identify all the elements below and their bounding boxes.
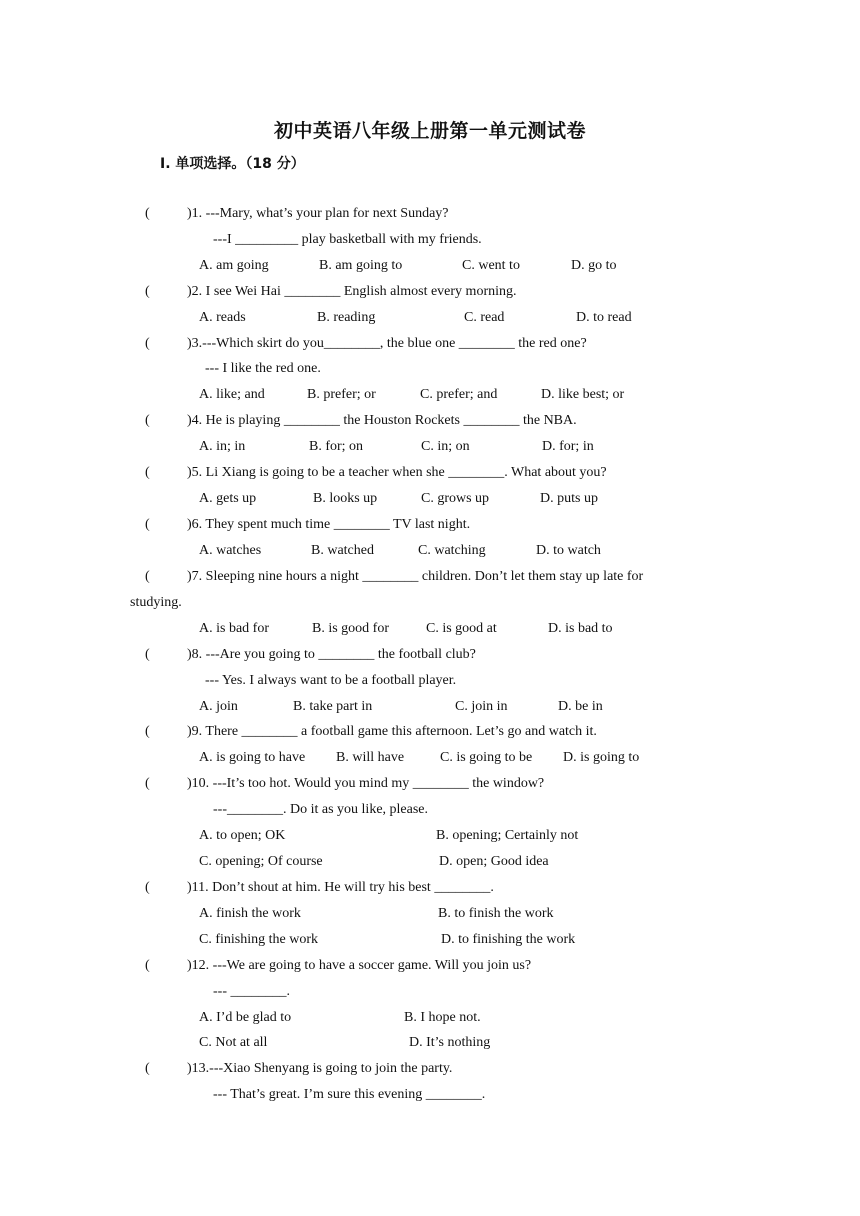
option-d: D. It’s nothing <box>409 1035 491 1050</box>
question-stem: )2. I see Wei Hai ________ English almost every morning. <box>187 284 517 299</box>
question-stem: )6. They spent much time ________ TV last night. <box>187 517 471 532</box>
answer-paren: ( <box>145 569 150 584</box>
option-c: C. is good at <box>426 621 497 636</box>
option-d: D. be in <box>558 699 603 714</box>
option-d: D. puts up <box>540 491 598 506</box>
question-stem: )8. ---Are you going to ________ the football club? <box>187 647 476 662</box>
answer-paren: ( <box>145 647 150 662</box>
option-d: D. to finishing the work <box>441 932 576 947</box>
option-c: C. opening; Of course <box>199 854 323 869</box>
option-a: A. reads <box>199 310 246 325</box>
question-stem: )10. ---It’s too hot. Would you mind my ________ the window? <box>187 776 545 791</box>
option-b: B. take part in <box>293 699 373 714</box>
answer-paren: ( <box>145 958 150 973</box>
option-c: C. in; on <box>421 439 470 454</box>
option-c: C. grows up <box>421 491 490 506</box>
option-b: B. reading <box>317 310 376 325</box>
option-c: C. prefer; and <box>420 387 498 402</box>
question-stem-continued: studying. <box>130 595 182 610</box>
option-b: B. is good for <box>312 621 389 636</box>
question-stem: )5. Li Xiang is going to be a teacher when she ________. What about you? <box>187 465 607 480</box>
option-c: C. Not at all <box>199 1035 268 1050</box>
question-reply: --- ________. <box>213 984 290 999</box>
option-b: B. for; on <box>309 439 364 454</box>
answer-paren: ( <box>145 776 150 791</box>
option-c: C. is going to be <box>440 750 533 765</box>
question-reply: --- That’s great. I’m sure this evening ________. <box>213 1087 486 1102</box>
answer-paren: ( <box>145 517 150 532</box>
option-a: A. like; and <box>199 387 265 402</box>
option-a: A. gets up <box>199 491 257 506</box>
option-a: A. am going <box>199 258 269 273</box>
question-stem: )11. Don’t shout at him. He will try his best ________. <box>187 880 494 895</box>
option-d: D. is bad to <box>548 621 613 636</box>
question-reply: ---________. Do it as you like, please. <box>213 802 429 817</box>
question-reply: --- I like the red one. <box>205 361 321 376</box>
answer-paren: ( <box>145 206 150 221</box>
answer-paren: ( <box>145 880 150 895</box>
option-d: D. to read <box>576 310 632 325</box>
option-c: C. finishing the work <box>199 932 318 947</box>
question-stem: )13.---Xiao Shenyang is going to join the party. <box>187 1061 453 1076</box>
option-a: A. join <box>199 699 238 714</box>
question-reply: ---I _________ play basketball with my friends. <box>213 232 482 247</box>
answer-paren: ( <box>145 1061 150 1076</box>
section-heading: I. 单项选择。（18 分） <box>160 156 305 172</box>
question-stem: )1. ---Mary, what’s your plan for next Sunday? <box>187 206 449 221</box>
option-b: B. to finish the work <box>438 906 554 921</box>
option-b: B. am going to <box>319 258 403 273</box>
option-b: B. looks up <box>313 491 378 506</box>
question-stem: )12. ---We are going to have a soccer game. Will you join us? <box>187 958 532 973</box>
option-d: D. open; Good idea <box>439 854 549 869</box>
option-d: D. for; in <box>542 439 594 454</box>
option-a: A. to open; OK <box>199 828 286 843</box>
option-a: A. I’d be glad to <box>199 1010 292 1025</box>
option-b: B. I hope not. <box>404 1010 481 1025</box>
option-a: A. is bad for <box>199 621 269 636</box>
answer-paren: ( <box>145 724 150 739</box>
option-c: C. went to <box>462 258 520 273</box>
option-b: B. prefer; or <box>307 387 376 402</box>
option-b: B. opening; Certainly not <box>436 828 579 843</box>
answer-paren: ( <box>145 413 150 428</box>
option-b: B. will have <box>336 750 405 765</box>
answer-paren: ( <box>145 284 150 299</box>
option-a: A. is going to have <box>199 750 306 765</box>
option-a: A. in; in <box>199 439 246 454</box>
option-a: A. finish the work <box>199 906 301 921</box>
option-a: A. watches <box>199 543 262 558</box>
option-c: C. join in <box>455 699 508 714</box>
question-reply: --- Yes. I always want to be a football player. <box>205 673 457 688</box>
question-stem: )3.---Which skirt do you________, the blue one ________ the red one? <box>187 336 587 351</box>
option-d: D. go to <box>571 258 617 273</box>
question-stem: )4. He is playing ________ the Houston Rockets ________ the NBA. <box>187 413 577 428</box>
option-d: D. is going to <box>563 750 640 765</box>
option-c: C. read <box>464 310 505 325</box>
answer-paren: ( <box>145 336 150 351</box>
option-d: D. to watch <box>536 543 601 558</box>
page-title: 初中英语八年级上册第一单元测试卷 <box>273 120 586 142</box>
question-stem: )7. Sleeping nine hours a night ________ children. Don’t let them stay up late for <box>187 569 644 584</box>
option-d: D. like best; or <box>541 387 625 402</box>
option-b: B. watched <box>311 543 374 558</box>
answer-paren: ( <box>145 465 150 480</box>
question-stem: )9. There ________ a football game this afternoon. Let’s go and watch it. <box>187 724 597 739</box>
option-c: C. watching <box>418 543 486 558</box>
